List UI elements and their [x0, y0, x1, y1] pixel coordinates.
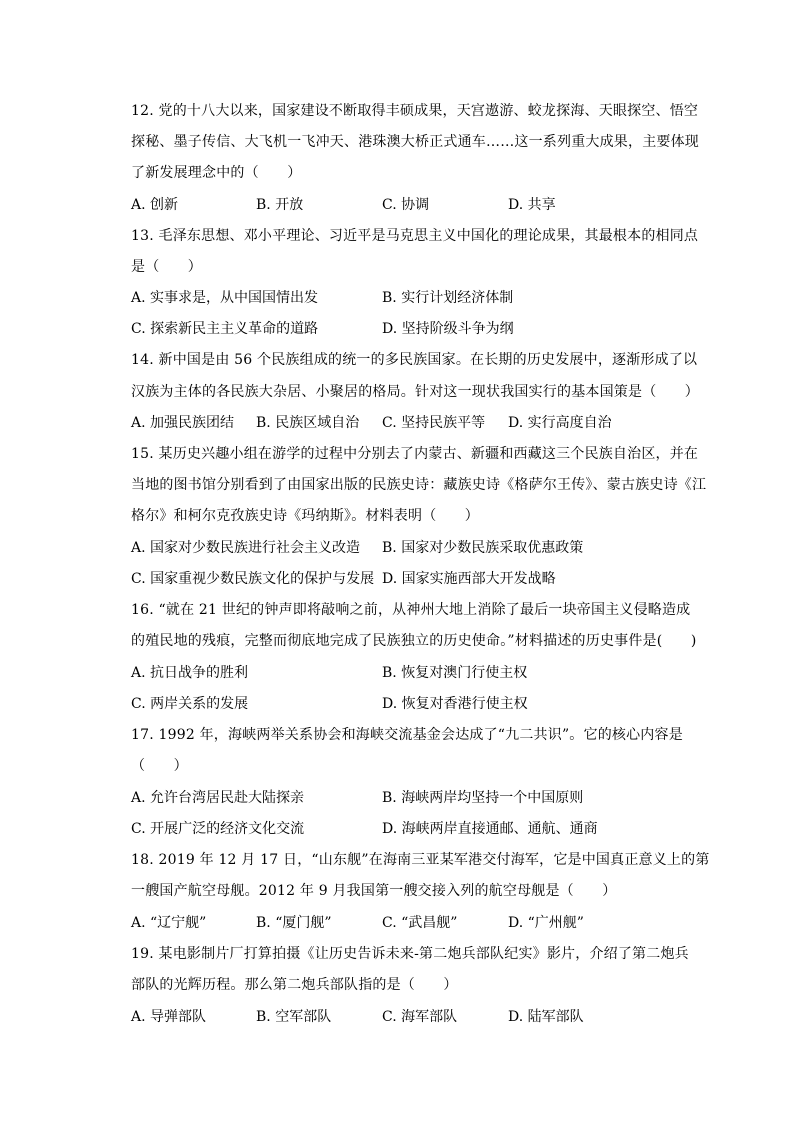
q18-option-b: B. “厦门舰” — [256, 915, 332, 931]
q19-option-d: D. 陆军部队 — [508, 1009, 584, 1025]
q13-option-b: B. 实行计划经济体制 — [382, 290, 514, 306]
q14-option-a: A. 加强民族团结 — [131, 415, 235, 431]
q13-option-d: D. 坚持阶级斗争为纲 — [382, 321, 514, 337]
q19-line-1: 19. 某电影制片厂打算拍摄《让历史告诉未来-第二炮兵部队纪实》影片，介绍了第二炮兵 — [131, 946, 689, 962]
q13-line-1: 13. 毛泽东思想、邓小平理论、习近平是马克思主义中国化的理论成果，其最根本的相同点 — [131, 228, 699, 244]
q17-option-d: D. 海峡两岸直接通邮、通航、通商 — [382, 821, 598, 837]
q12-option-d: D. 共享 — [508, 197, 556, 213]
q15-line-3: 格尔》和柯尔克孜族史诗《玛纳斯》。材料表明（ ） — [131, 508, 479, 524]
q16-option-a: A. 抗日战争的胜利 — [131, 665, 249, 681]
q13-option-c: C. 探索新民主主义革命的道路 — [131, 321, 319, 337]
q16-option-c: C. 两岸关系的发展 — [131, 696, 249, 712]
q16-line-1: 16. “就在 21 世纪的钟声即将敲响之前，从神州大地上消除了最后一块帝国主义侵略造成 — [131, 602, 691, 618]
q13-option-a: A. 实事求是，从中国国情出发 — [131, 290, 319, 306]
q14-line-2: 汉族为主体的各民族大杂居、小聚居的格局。针对这一现状我国实行的基本国策是（ ） — [131, 384, 699, 400]
q12-line-1: 12. 党的十八大以来，国家建设不断取得丰硕成果，天宫遨游、蛟龙探海、天眼探空、悟空 — [131, 103, 699, 119]
q12-option-a: A. 创新 — [131, 197, 179, 213]
q15-line-1: 15. 某历史兴趣小组在游学的过程中分别去了内蒙古、新疆和西藏这三个民族自治区，并在 — [131, 446, 699, 462]
q17-option-a: A. 允许台湾居民赴大陆探亲 — [131, 790, 305, 806]
q19-option-c: C. 海军部队 — [382, 1009, 458, 1025]
q14-option-c: C. 坚持民族平等 — [382, 415, 486, 431]
q13-line-2: 是（ ） — [131, 259, 202, 275]
q15-option-a: A. 国家对少数民族进行社会主义改造 — [131, 540, 361, 556]
q17-option-b: B. 海峡两岸均坚持一个中国原则 — [382, 790, 584, 806]
q12-option-c: C. 协调 — [382, 197, 430, 213]
q15-option-d: D. 国家实施西部大开发战略 — [382, 571, 556, 587]
q15-line-2: 当地的图书馆分别看到了由国家出版的民族史诗：藏族史诗《格萨尔王传》、蒙古族史诗《江 — [131, 477, 707, 493]
q16-option-d: D. 恢复对香港行使主权 — [382, 696, 528, 712]
q19-option-a: A. 导弹部队 — [131, 1009, 207, 1025]
q18-line-1: 18. 2019 年 12 月 17 日，“山东舰”在海南三亚某军港交付海军，它是中国真正意义上的第 — [131, 852, 710, 868]
q16-line-2: 的殖民地的残痕，完整而彻底地完成了民族独立的历史使命。”材料描述的历史事件是( ) — [131, 633, 697, 649]
q17-line-2: （ ） — [131, 758, 188, 774]
q15-option-c: C. 国家重视少数民族文化的保护与发展 — [131, 571, 375, 587]
q14-option-d: D. 实行高度自治 — [508, 415, 612, 431]
q18-line-2: 一艘国产航空母舰。2012 年 9 月我国第一艘交接入列的航空母舰是（ ） — [131, 883, 617, 899]
q19-line-2: 部队的光辉历程。那么第二炮兵部队指的是（ ） — [131, 977, 458, 993]
q14-line-1: 14. 新中国是由 56 个民族组成的统一的多民族国家。在长期的历史发展中，逐渐形成了以 — [131, 352, 698, 368]
q12-option-b: B. 开放 — [256, 197, 304, 213]
q18-option-c: C. “武昌舰” — [382, 915, 458, 931]
q12-line-2: 探秘、墨子传信、大飞机一飞冲天、港珠澳大桥正式通车……这一系列重大成果，主要体现 — [131, 134, 699, 150]
q16-option-b: B. 恢复对澳门行使主权 — [382, 665, 528, 681]
q18-option-d: D. “广州舰” — [508, 915, 584, 931]
q12-line-3: 了新发展理念中的（ ） — [131, 165, 302, 181]
q15-option-b: B. 国家对少数民族采取优惠政策 — [382, 540, 584, 556]
q19-option-b: B. 空军部队 — [256, 1009, 332, 1025]
q17-option-c: C. 开展广泛的经济文化交流 — [131, 821, 305, 837]
q18-option-a: A. “辽宁舰” — [131, 915, 207, 931]
q14-option-b: B. 民族区域自治 — [256, 415, 360, 431]
q17-line-1: 17. 1992 年，海峡两举关系协会和海峡交流基金会达成了“九二共识”。它的核心内容是 — [131, 727, 683, 743]
